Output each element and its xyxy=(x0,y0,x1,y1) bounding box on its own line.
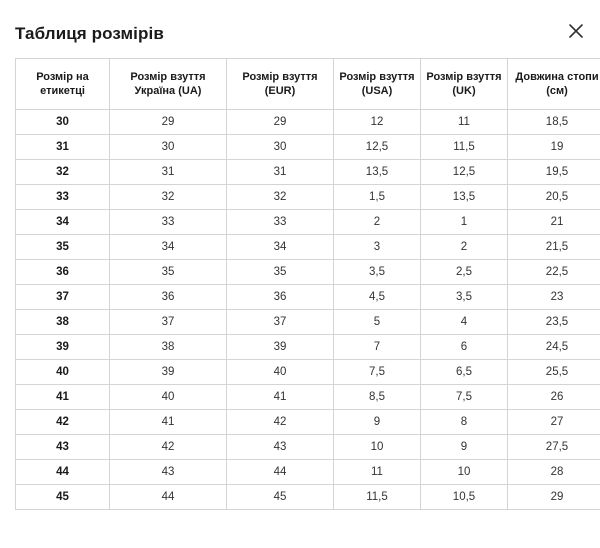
cell-label-size: 30 xyxy=(16,110,110,135)
cell-eur-size: 44 xyxy=(227,460,334,485)
cell-ua-size: 31 xyxy=(110,160,227,185)
header-label-size: Розмір на етикетці xyxy=(16,59,110,110)
cell-foot-length: 27,5 xyxy=(508,435,600,460)
cell-eur-size: 31 xyxy=(227,160,334,185)
cell-foot-length: 24,5 xyxy=(508,335,600,360)
table-row xyxy=(16,310,600,335)
cell-uk-size: 4 xyxy=(421,310,508,335)
table-row xyxy=(16,285,600,310)
cell-usa-size: 7 xyxy=(334,335,421,360)
cell-eur-size: 35 xyxy=(227,260,334,285)
cell-uk-size: 2,5 xyxy=(421,260,508,285)
table-body xyxy=(16,110,600,510)
cell-uk-size: 12,5 xyxy=(421,160,508,185)
cell-usa-size: 9 xyxy=(334,410,421,435)
cell-usa-size: 11,5 xyxy=(334,485,421,510)
table-header-row xyxy=(16,59,600,110)
table-row xyxy=(16,435,600,460)
cell-usa-size: 3,5 xyxy=(334,260,421,285)
table-row xyxy=(16,160,600,185)
table-row xyxy=(16,235,600,260)
cell-usa-size: 11 xyxy=(334,460,421,485)
cell-usa-size: 1,5 xyxy=(334,185,421,210)
cell-foot-length: 29 xyxy=(508,485,600,510)
table-row xyxy=(16,335,600,360)
cell-label-size: 35 xyxy=(16,235,110,260)
cell-ua-size: 39 xyxy=(110,360,227,385)
cell-eur-size: 37 xyxy=(227,310,334,335)
cell-ua-size: 35 xyxy=(110,260,227,285)
cell-usa-size: 13,5 xyxy=(334,160,421,185)
cell-uk-size: 3,5 xyxy=(421,285,508,310)
header-foot-length: Довжина стопи (см) xyxy=(508,59,600,110)
cell-eur-size: 42 xyxy=(227,410,334,435)
table-row xyxy=(16,485,600,510)
cell-foot-length: 26 xyxy=(508,385,600,410)
cell-uk-size: 6 xyxy=(421,335,508,360)
cell-uk-size: 13,5 xyxy=(421,185,508,210)
cell-uk-size: 10,5 xyxy=(421,485,508,510)
table-row xyxy=(16,260,600,285)
table-row xyxy=(16,385,600,410)
cell-eur-size: 36 xyxy=(227,285,334,310)
cell-foot-length: 18,5 xyxy=(508,110,600,135)
close-icon xyxy=(566,21,586,41)
cell-label-size: 45 xyxy=(16,485,110,510)
table-row xyxy=(16,410,600,435)
cell-label-size: 39 xyxy=(16,335,110,360)
cell-label-size: 44 xyxy=(16,460,110,485)
cell-foot-length: 21,5 xyxy=(508,235,600,260)
header-uk-size: Розмір взуття (UK) xyxy=(421,59,508,110)
cell-ua-size: 33 xyxy=(110,210,227,235)
cell-ua-size: 42 xyxy=(110,435,227,460)
cell-eur-size: 32 xyxy=(227,185,334,210)
cell-label-size: 37 xyxy=(16,285,110,310)
cell-foot-length: 19 xyxy=(508,135,600,160)
cell-foot-length: 23 xyxy=(508,285,600,310)
table-row xyxy=(16,185,600,210)
cell-foot-length: 21 xyxy=(508,210,600,235)
cell-usa-size: 12,5 xyxy=(334,135,421,160)
cell-label-size: 41 xyxy=(16,385,110,410)
cell-eur-size: 40 xyxy=(227,360,334,385)
cell-ua-size: 44 xyxy=(110,485,227,510)
cell-uk-size: 11,5 xyxy=(421,135,508,160)
cell-foot-length: 20,5 xyxy=(508,185,600,210)
cell-label-size: 31 xyxy=(16,135,110,160)
cell-label-size: 42 xyxy=(16,410,110,435)
cell-usa-size: 10 xyxy=(334,435,421,460)
cell-uk-size: 10 xyxy=(421,460,508,485)
header-usa-size: Розмір взуття (USA) xyxy=(334,59,421,110)
cell-ua-size: 37 xyxy=(110,310,227,335)
cell-usa-size: 12 xyxy=(334,110,421,135)
cell-eur-size: 33 xyxy=(227,210,334,235)
cell-uk-size: 7,5 xyxy=(421,385,508,410)
close-button[interactable] xyxy=(566,21,586,41)
cell-foot-length: 28 xyxy=(508,460,600,485)
cell-eur-size: 30 xyxy=(227,135,334,160)
cell-eur-size: 29 xyxy=(227,110,334,135)
cell-uk-size: 6,5 xyxy=(421,360,508,385)
cell-ua-size: 38 xyxy=(110,335,227,360)
table-row xyxy=(16,460,600,485)
cell-label-size: 38 xyxy=(16,310,110,335)
cell-label-size: 33 xyxy=(16,185,110,210)
cell-ua-size: 29 xyxy=(110,110,227,135)
cell-usa-size: 4,5 xyxy=(334,285,421,310)
cell-foot-length: 27 xyxy=(508,410,600,435)
cell-eur-size: 39 xyxy=(227,335,334,360)
cell-ua-size: 30 xyxy=(110,135,227,160)
cell-label-size: 43 xyxy=(16,435,110,460)
cell-usa-size: 5 xyxy=(334,310,421,335)
cell-uk-size: 9 xyxy=(421,435,508,460)
cell-foot-length: 22,5 xyxy=(508,260,600,285)
cell-label-size: 36 xyxy=(16,260,110,285)
cell-usa-size: 3 xyxy=(334,235,421,260)
cell-uk-size: 1 xyxy=(421,210,508,235)
cell-usa-size: 8,5 xyxy=(334,385,421,410)
cell-uk-size: 11 xyxy=(421,110,508,135)
cell-uk-size: 8 xyxy=(421,410,508,435)
cell-ua-size: 43 xyxy=(110,460,227,485)
cell-usa-size: 7,5 xyxy=(334,360,421,385)
dialog-title: Таблиця розмірів xyxy=(15,24,164,43)
cell-eur-size: 34 xyxy=(227,235,334,260)
cell-usa-size: 2 xyxy=(334,210,421,235)
cell-ua-size: 40 xyxy=(110,385,227,410)
cell-foot-length: 25,5 xyxy=(508,360,600,385)
table-row xyxy=(16,135,600,160)
header-ua-size: Розмір взуття Україна (UA) xyxy=(110,59,227,110)
table-row xyxy=(16,210,600,235)
table-row xyxy=(16,110,600,135)
cell-eur-size: 45 xyxy=(227,485,334,510)
cell-uk-size: 2 xyxy=(421,235,508,260)
cell-ua-size: 34 xyxy=(110,235,227,260)
cell-label-size: 32 xyxy=(16,160,110,185)
cell-label-size: 40 xyxy=(16,360,110,385)
cell-label-size: 34 xyxy=(16,210,110,235)
cell-ua-size: 36 xyxy=(110,285,227,310)
cell-foot-length: 19,5 xyxy=(508,160,600,185)
cell-ua-size: 41 xyxy=(110,410,227,435)
cell-ua-size: 32 xyxy=(110,185,227,210)
table-row xyxy=(16,360,600,385)
cell-foot-length: 23,5 xyxy=(508,310,600,335)
size-table xyxy=(15,58,600,510)
header-eur-size: Розмір взуття (EUR) xyxy=(227,59,334,110)
cell-eur-size: 43 xyxy=(227,435,334,460)
cell-eur-size: 41 xyxy=(227,385,334,410)
